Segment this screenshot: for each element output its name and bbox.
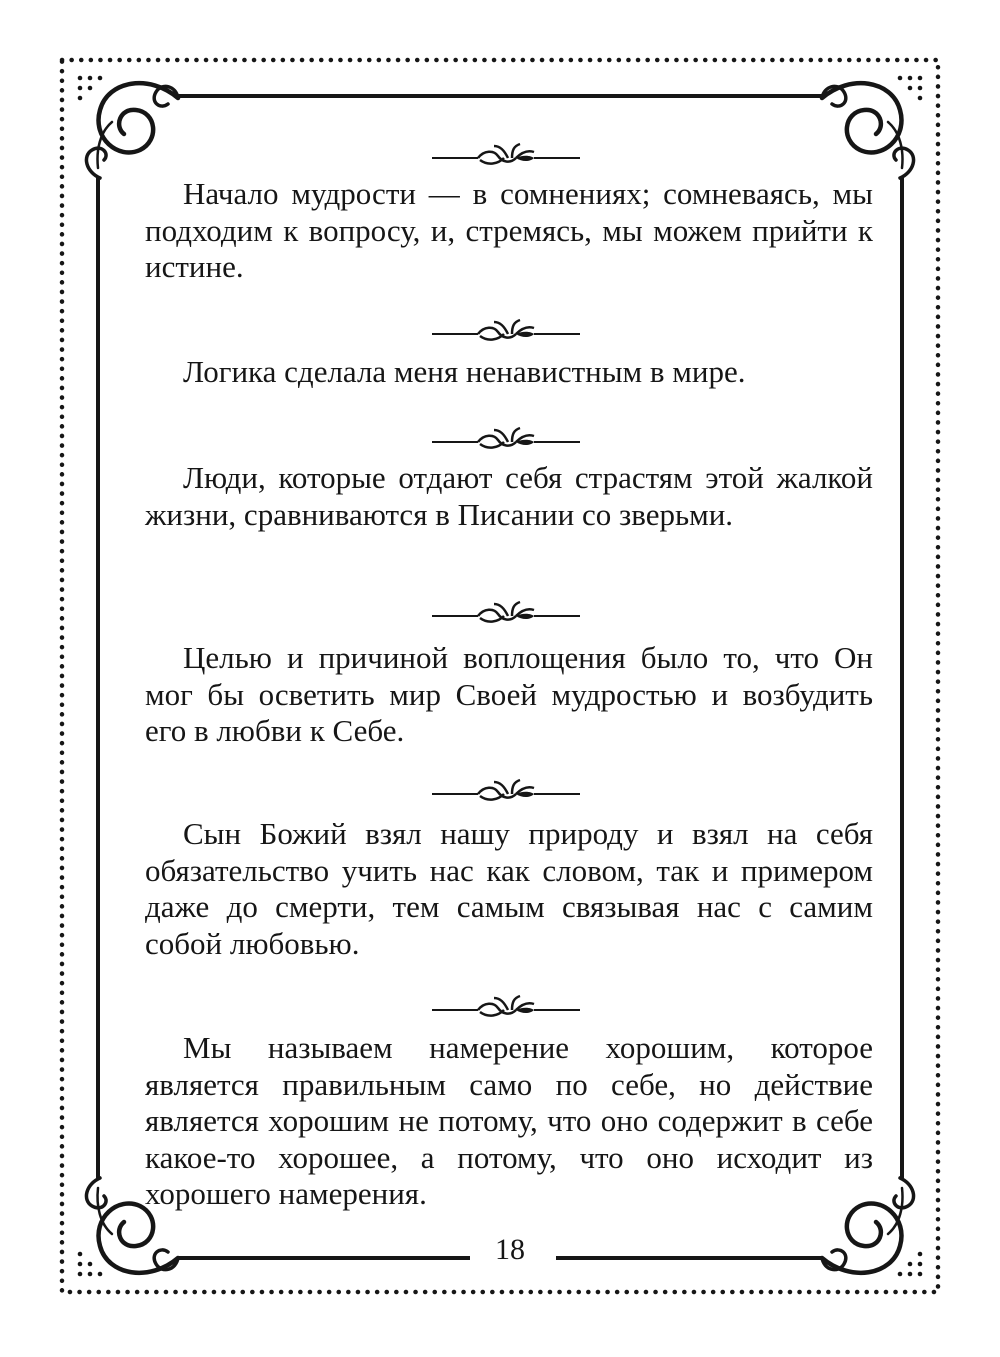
flourish-divider-icon <box>0 600 1000 630</box>
corner-dots-top-right <box>898 76 923 101</box>
corner-dots-bottom-left <box>78 1252 103 1277</box>
paragraph-6: Мы называем намерение хорошим, которое является правильным само по себе, но действие является хорошим не потому, что оно содержит в себе какое-то хорошее, а потому, что оно исходит из хорошего намерения. <box>145 1030 873 1211</box>
flourish-divider-icon <box>0 426 1000 456</box>
paragraph-2: Логика сделала меня ненавистным в мире. <box>183 354 746 389</box>
flourish-divider-icon <box>0 142 1000 172</box>
paragraph-1: Начало мудрости — в сомнениях; сомневаясь, мы подходим к вопросу, и, стремясь, мы можем прийти к истине. <box>145 176 873 284</box>
flourish-divider-icon <box>0 994 1000 1024</box>
flourish-divider-icon <box>0 778 1000 808</box>
paragraph-4: Целью и причиной воплощения было то, что Он мог бы осветить мир Своей мудростью и возбудить его в любви к Себе. <box>145 640 873 748</box>
corner-dots-bottom-right <box>898 1252 923 1277</box>
page-number: 18 <box>470 1232 550 1268</box>
paragraph-5: Сын Божий взял нашу природу и взял на себя обязательство учить нас как словом, так и примером даже до смерти, тем самым связывая нас с самим собой любовью. <box>145 816 873 961</box>
paragraph-3: Люди, которые отдают себя страстям этой жалкой жизни, сравниваются в Писании со зверьми. <box>145 460 873 532</box>
corner-dots-top-left <box>78 76 103 101</box>
flourish-divider-icon <box>0 318 1000 348</box>
